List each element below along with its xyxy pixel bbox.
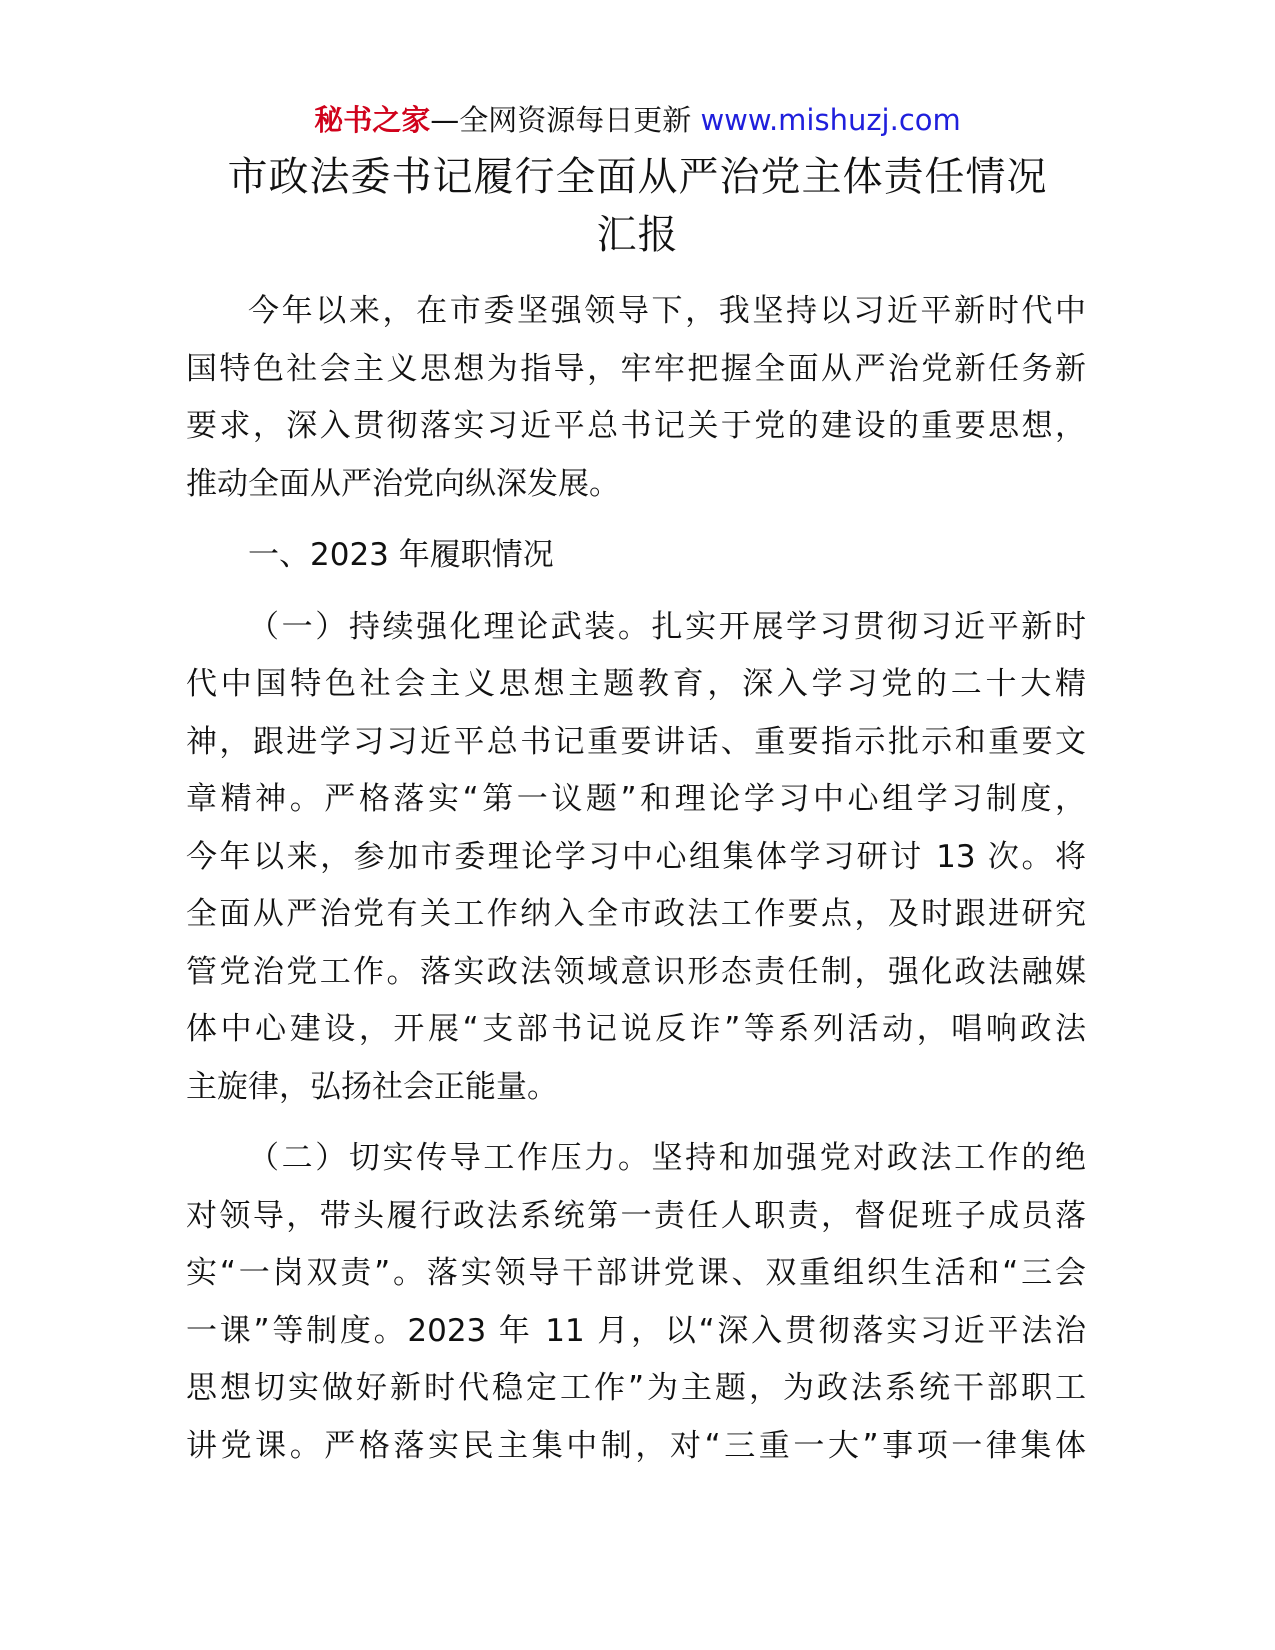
paragraph-line: 管党治党工作。落实政法领域意识形态责任制，强化政法融媒 <box>186 953 1086 990</box>
document-body <box>186 283 1086 1475</box>
paragraph-line: 代中国特色社会主义思想主题教育，深入学习党的二十大精 <box>186 666 1086 702</box>
paragraph-line: 今年以来，在市委坚强领导下，我坚持以习近平新时代中 <box>248 293 1086 329</box>
paragraph-line: 主旋律，弘扬社会正能量。 <box>186 1068 558 1105</box>
paragraph-line: 讲党课。严格落实民主集中制，对“三重一大”事项一律集体 <box>186 1427 1086 1464</box>
paragraph-line: 对领导，带头履行政法系统第一责任人职责，督促班子成员落 <box>186 1197 1086 1234</box>
paragraph-line: 一课”等制度。2023 年 11 月，以“深入贯彻落实习近平法治 <box>186 1312 1086 1349</box>
paragraph-line: 全面从严治党有关工作纳入全市政法工作要点，及时跟进研究 <box>186 896 1086 932</box>
paragraph-line: 推动全面从严治党向纵深发展。 <box>186 465 620 502</box>
title-line-2: 汇报 <box>596 212 679 258</box>
paragraph-line: 神，跟进学习习近平总书记重要讲话、重要指示批示和重要文 <box>186 723 1086 760</box>
title-line-1: 市政法委书记履行全面从严治党主体责任情况 <box>227 154 1048 200</box>
paragraph-line: 国特色社会主义思想为指导，牢牢把握全面从严治党新任务新 <box>186 350 1086 387</box>
paragraph-line: （二）切实传导工作压力。坚持和加强党对政法工作的绝 <box>248 1140 1086 1176</box>
section-heading: 一、2023 年履职情况 <box>248 537 554 573</box>
document-title <box>170 148 1105 264</box>
paragraph-line: 要求，深入贯彻落实习近平总书记关于党的建设的重要思想， <box>186 408 1086 444</box>
paragraph-line: 今年以来，参加市委理论学习中心组集体学习研讨 13 次。将 <box>186 838 1086 875</box>
paragraph-line: 实“一岗双责”。落实领导干部讲党课、双重组织生活和“三会 <box>186 1255 1086 1291</box>
header-tagline: —全网资源每日更新 <box>430 103 692 137</box>
paragraph-line: （一）持续强化理论武装。扎实开展学习贯彻习近平新时 <box>248 608 1086 645</box>
brand-name: 秘书之家 <box>314 103 431 137</box>
paragraph-line: 体中心建设，开展“支部书记说反诈”等系列活动，唱响政法 <box>186 1011 1086 1047</box>
paragraph-line: 思想切实做好新时代稳定工作”为主题，为政法系统干部职工 <box>186 1370 1086 1406</box>
paragraph-line: 章精神。严格落实“第一议题”和理论学习中心组学习制度， <box>186 781 1086 817</box>
site-url[interactable]: www.mishuzj.com <box>700 103 961 137</box>
watermark-header <box>0 100 1275 140</box>
